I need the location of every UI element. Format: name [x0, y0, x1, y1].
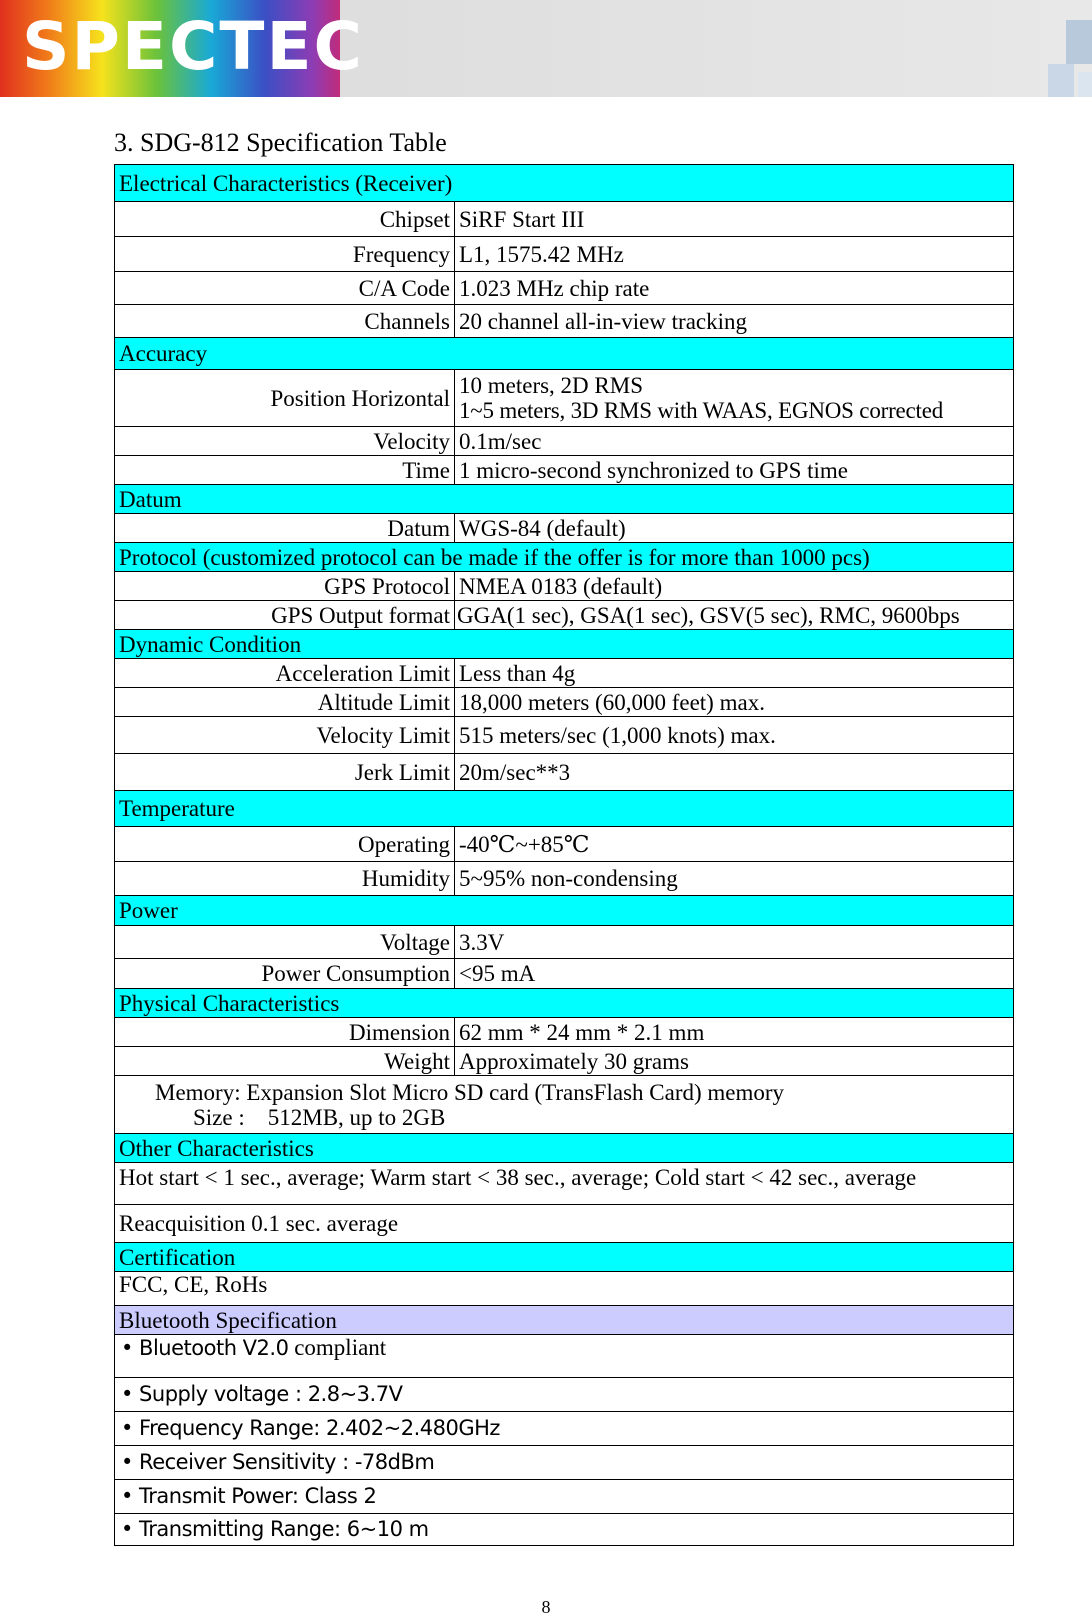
- section-electrical: Electrical Characteristics (Receiver): [115, 165, 1014, 202]
- row-bt-sensitivity: • Receiver Sensitivity : -78dBm: [115, 1446, 1014, 1480]
- row-bt-compliant: [115, 1335, 1014, 1378]
- row-weight: Weight Approximately 30 grams: [115, 1047, 1014, 1076]
- logo-text: SPECTEC: [22, 8, 364, 85]
- corner-decoration: [1048, 20, 1092, 97]
- row-velocity-limit: Velocity Limit 515 meters/sec (1,000 knots) max.: [115, 717, 1014, 754]
- row-position-horizontal: Position Horizontal 10 meters, 2D RMS 1~5 meters, 3D RMS with WAAS, EGNOS corrected: [115, 370, 1014, 427]
- section-power: Power: [115, 896, 1014, 926]
- bt-version: • Bluetooth V2.0: [121, 1336, 289, 1360]
- row-frequency: Frequency L1, 1575.42 MHz: [115, 237, 1014, 272]
- row-velocity: Velocity 0.1m/sec: [115, 427, 1014, 456]
- row-operating: Operating -40℃~+85℃: [115, 827, 1014, 862]
- section-certification: Certification: [115, 1243, 1014, 1272]
- row-ca-code: C/A Code 1.023 MHz chip rate: [115, 272, 1014, 305]
- row-acceleration: Acceleration Limit Less than 4g: [115, 659, 1014, 688]
- row-bt-supply: • Supply voltage : 2.8~3.7V: [115, 1378, 1014, 1412]
- row-reacquisition: Reacquisition 0.1 sec. average: [115, 1205, 1014, 1243]
- row-power-consumption: Power Consumption <95 mA: [115, 959, 1014, 989]
- page-number: 8: [541, 1597, 551, 1617]
- row-certification: FCC, CE, RoHs: [115, 1272, 1014, 1306]
- row-chipset: Chipset SiRF Start III: [115, 202, 1014, 237]
- row-start-times: Hot start < 1 sec., average; Warm start < 38 sec., average; Cold start < 42 sec., average: [115, 1163, 1014, 1205]
- section-datum: Datum: [115, 485, 1014, 514]
- row-altitude: Altitude Limit 18,000 meters (60,000 feet) max.: [115, 688, 1014, 717]
- row-gps-output: GPS Output format GGA(1 sec), GSA(1 sec), GSV(5 sec), RMC, 9600bps: [115, 601, 1014, 630]
- row-jerk: Jerk Limit 20m/sec**3: [115, 754, 1014, 791]
- section-temperature: Temperature: [115, 791, 1014, 827]
- row-dimension: Dimension 62 mm * 24 mm * 2.1 mm: [115, 1018, 1014, 1047]
- row-gps-protocol: GPS Protocol NMEA 0183 (default): [115, 572, 1014, 601]
- spec-table: [114, 164, 1014, 1546]
- header-banner: [0, 0, 1092, 97]
- section-bluetooth: Bluetooth Specification: [115, 1306, 1014, 1335]
- row-time: Time 1 micro-second synchronized to GPS time: [115, 456, 1014, 485]
- section-dynamic: Dynamic Condition: [115, 630, 1014, 659]
- position-value-1: 10 meters, 2D RMS: [459, 373, 643, 398]
- row-bt-power: • Transmit Power: Class 2: [115, 1480, 1014, 1514]
- section-other: Other Characteristics: [115, 1134, 1014, 1163]
- spectec-logo: [0, 0, 364, 97]
- position-value-2: 1~5 meters, 3D RMS with WAAS, EGNOS corrected: [459, 398, 944, 423]
- row-bt-frequency: • Frequency Range: 2.402~2.480GHz: [115, 1412, 1014, 1446]
- bt-compliant: compliant: [288, 1335, 387, 1360]
- row-memory: [115, 1076, 1014, 1134]
- memory-line-2: Size : 512MB, up to 2GB: [193, 1104, 446, 1130]
- row-humidity: Humidity 5~95% non-condensing: [115, 862, 1014, 896]
- row-voltage: Voltage 3.3V: [115, 926, 1014, 959]
- row-bt-range: • Transmitting Range: 6~10 m: [115, 1514, 1014, 1546]
- section-physical: Physical Characteristics: [115, 989, 1014, 1018]
- row-channels: Channels 20 channel all-in-view tracking: [115, 305, 1014, 338]
- page-title: 3. SDG-812 Specification Table: [114, 128, 447, 157]
- section-protocol: Protocol (customized protocol can be made if the offer is for more than 1000 pcs): [115, 543, 1014, 572]
- memory-line-1: Memory: Expansion Slot Micro SD card (TransFlash Card) memory: [155, 1079, 785, 1105]
- row-datum: Datum WGS-84 (default): [115, 514, 1014, 543]
- section-accuracy: Accuracy: [115, 338, 1014, 370]
